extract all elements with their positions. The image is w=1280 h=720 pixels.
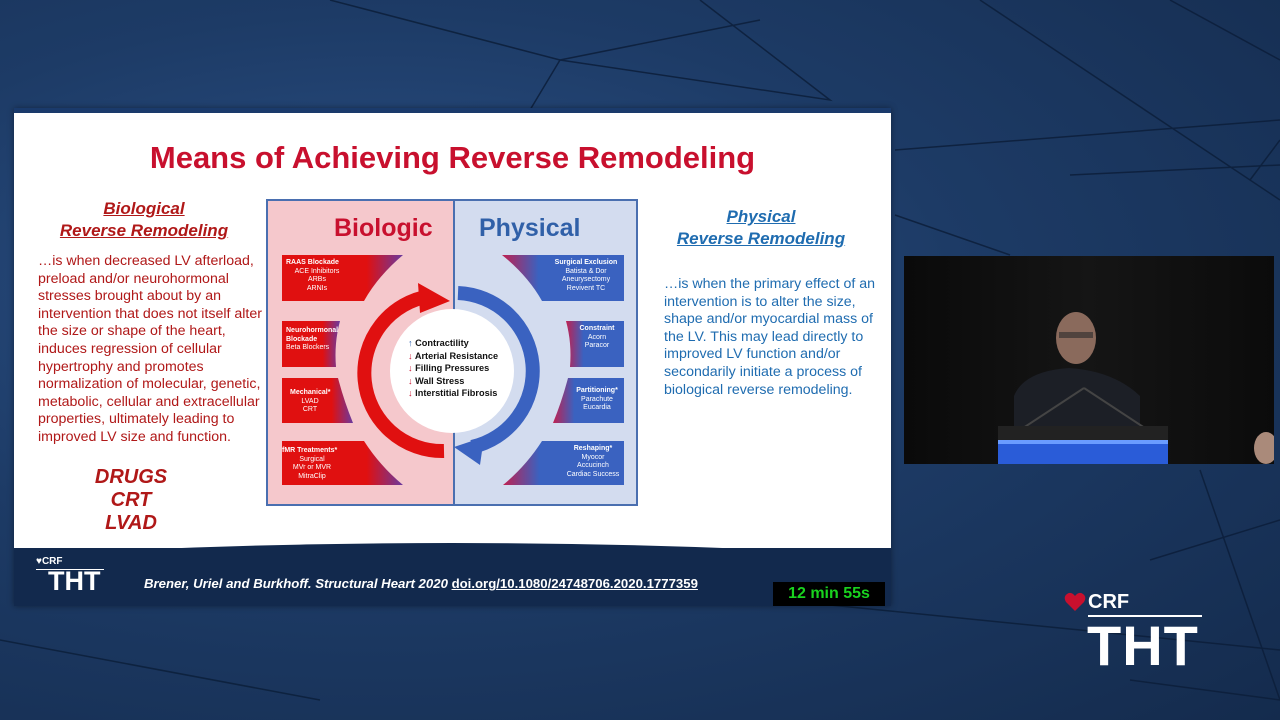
session-timer: 12 min 55s [773,582,885,606]
arrow-down-icon: ↓ [408,375,413,386]
biological-heading [44,198,244,242]
biological-definition: …is when decreased LV afterload, preload and/or neurohormonal stresses brought about by an intervention that does not itself alter the size or shape of the heart, induces regression of cellular hypertrophy and promotes normalization of molecular, genetic, metabolic, cellular and extracellular properties, ultimately leading to improved LV size and function. [38,253,262,445]
left-item-line: Beta Blockers [286,344,330,351]
left-item-line: CRT [302,406,318,413]
right-item-title: Constraint [579,325,615,332]
heart-icon [1064,592,1086,612]
arrow-down-icon: ↓ [408,363,413,374]
left-item-line: MVr or MVR [292,464,332,471]
arrow-up-icon: ↑ [408,338,413,348]
physical-heading-line2: Reverse Remodeling [676,229,846,248]
physical-heading-line1: Physical [726,207,796,226]
red-arrowhead [418,283,450,313]
right-item-partitioning [570,387,624,413]
biological-heading-line2: Reverse Remodeling [59,221,229,240]
example-drugs: DRUGS [94,466,168,488]
speaker-video-frame [904,256,1274,464]
left-item-line: ARBs [308,276,326,283]
biological-examples [76,466,186,535]
left-item-title: Mechanical* [290,389,331,396]
speaker-video [904,256,1274,464]
center-effect-label: Arterial Resistance [414,350,499,361]
slide-top-bar [14,108,891,113]
presentation-slide [14,108,891,606]
left-item-raas [286,259,342,293]
left-item-line: MitraClip [298,472,326,480]
citation-text: Brener, Uriel and Burkhoff. Structural Heart 2020 [144,576,452,591]
right-item-line: Revivent TC [566,284,606,292]
right-item-constraint [572,325,622,351]
crf-logo-text: CRF [1088,591,1130,613]
right-item-line: Batista & Dor [565,267,607,275]
center-effect-label: Interstitial Fibrosis [415,388,498,399]
left-item-line: ARNIs [306,284,328,292]
right-item-line: Parachute [581,395,613,403]
left-item-line: ACE Inhibitors [294,267,340,275]
center-effect-item [408,387,528,400]
right-item-line: Cardiac Success [566,470,620,478]
footer-tht-logo: THT [48,566,101,596]
physical-label: Physical [479,214,581,242]
example-crt: CRT [110,489,152,511]
center-effect-item [408,337,528,350]
left-item-fmr [282,447,342,481]
center-effects-list [408,337,528,400]
tht-logo-text: THT [1087,614,1199,677]
physical-definition: …is when the primary effect of an intervention is to alter the size, shape and/or myocardial mass of the LV. This may lead directly to improved LV function and/or secondarily initiate a process of biological reverse remodeling. [664,276,876,398]
center-effect-item [408,375,528,388]
right-item-line: Aneurysectomy [561,276,611,283]
remodeling-diagram [266,199,638,506]
left-item-line: LVAD [301,397,319,405]
citation [144,576,698,591]
right-item-title: Partitioning* [576,387,618,394]
slide-title: Means of Achieving Reverse Remodeling [149,140,756,175]
center-effect-label: Filling Pressures [415,363,490,374]
biological-heading-line1: Biological [103,199,185,218]
right-item-line: Acorn [587,333,607,341]
center-effect-label: Contractility [415,338,469,348]
right-item-line: Myocor [581,453,605,461]
right-item-line: Paracor [584,342,610,349]
footer-crf-text: CRF [41,556,63,567]
left-item-neurohormonal [286,327,340,353]
physical-heading [664,206,858,250]
heart-icon: ♥ [36,556,42,567]
doi-link[interactable]: doi.org/10.1080/24748706.2020.1777359 [451,576,698,591]
blue-arrowhead [454,437,484,465]
right-item-title: Reshaping* [573,445,613,452]
left-item-title: Neurohormonal Blockade [286,327,339,343]
right-item-reshaping [562,445,624,479]
biologic-label: Biologic [334,214,433,242]
right-item-line: Accucinch [577,462,609,469]
left-item-title: RAAS Blockade [286,259,339,266]
center-effect-label: Wall Stress [415,375,465,386]
arrow-down-icon: ↓ [408,350,413,361]
center-effect-item [408,362,528,375]
example-lvad: LVAD [105,512,157,534]
right-item-title: Surgical Exclusion [554,259,618,266]
left-item-line: Surgical [299,455,325,463]
left-item-title: fMR Treatments* [282,447,338,454]
center-effect-item [408,350,528,363]
right-item-line: Eucardia [583,404,611,411]
left-item-mechanical [290,389,330,415]
arrow-down-icon: ↓ [408,388,413,399]
right-item-surgical-exclusion [548,259,624,293]
